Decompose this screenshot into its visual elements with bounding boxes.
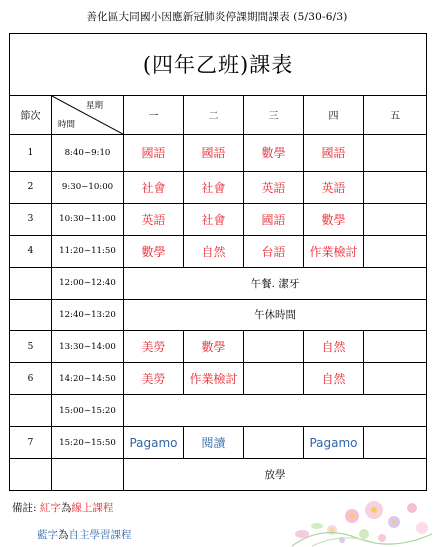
note-connector: 為 xyxy=(60,502,72,514)
subject-cell xyxy=(244,331,304,363)
time-range: 8:40~9:10 xyxy=(52,134,124,171)
time-range: 11:20~11:50 xyxy=(52,235,124,267)
table-row xyxy=(10,171,427,203)
activity-span xyxy=(124,395,427,427)
time-label: 時間 xyxy=(58,119,76,130)
day-header: 一 xyxy=(124,95,184,134)
subject-cell: 英語 xyxy=(244,171,304,203)
note-online-course: 線上課程 xyxy=(71,502,114,514)
subject-cell: 台語 xyxy=(244,235,304,267)
activity-span: 午休時間 xyxy=(124,299,427,331)
subject-cell xyxy=(364,203,427,235)
subject-cell: 數學 xyxy=(244,134,304,171)
table-row xyxy=(10,267,427,299)
subject-cell xyxy=(244,427,304,459)
note-label: 備註: xyxy=(12,502,37,514)
period-number: 3 xyxy=(10,203,52,235)
subject-cell: 自然 xyxy=(304,331,364,363)
subject-cell: 作業檢討 xyxy=(184,363,244,395)
activity-span: 午餐. 潔牙 xyxy=(124,267,427,299)
header-row xyxy=(10,95,427,134)
subject-cell xyxy=(364,134,427,171)
day-header: 四 xyxy=(304,95,364,134)
subject-cell xyxy=(364,235,427,267)
subject-cell: 國語 xyxy=(184,134,244,171)
table-row xyxy=(10,363,427,395)
subject-cell: 美勞 xyxy=(124,331,184,363)
period-number: 7 xyxy=(10,427,52,459)
subject-cell xyxy=(364,363,427,395)
table-row xyxy=(10,203,427,235)
subject-cell xyxy=(364,331,427,363)
time-range: 15:20~15:50 xyxy=(52,427,124,459)
timetable xyxy=(9,33,427,491)
subject-cell xyxy=(364,171,427,203)
subject-cell: 作業檢討 xyxy=(304,235,364,267)
period-number xyxy=(10,299,52,331)
subject-cell: 自然 xyxy=(304,363,364,395)
subject-cell: 自然 xyxy=(184,235,244,267)
time-range: 13:30~14:00 xyxy=(52,331,124,363)
table-row xyxy=(10,427,427,459)
subject-cell: 社會 xyxy=(124,171,184,203)
period-number xyxy=(10,267,52,299)
period-number xyxy=(10,395,52,427)
time-range: 12:40~13:20 xyxy=(52,299,124,331)
table-row xyxy=(10,235,427,267)
time-range xyxy=(52,459,124,491)
subject-cell: 數學 xyxy=(124,235,184,267)
subject-cell: 數學 xyxy=(304,203,364,235)
subject-cell: 閱讀 xyxy=(184,427,244,459)
subject-cell: 英語 xyxy=(124,203,184,235)
note-red-word: 紅字 xyxy=(39,502,61,514)
flower-decoration-image xyxy=(282,494,434,547)
day-header: 五 xyxy=(364,95,427,134)
note-selfstudy-course: 自主學習課程 xyxy=(68,529,132,541)
table-row xyxy=(10,395,427,427)
note-blue-word: 藍字 xyxy=(37,529,58,541)
table-row xyxy=(10,331,427,363)
activity-span: 放學 xyxy=(124,459,427,491)
weekday-label: 星期 xyxy=(85,100,103,111)
time-range: 12:00~12:40 xyxy=(52,267,124,299)
time-range: 14:20~14:50 xyxy=(52,363,124,395)
time-range: 15:00~15:20 xyxy=(52,395,124,427)
note-line-selfstudy xyxy=(37,527,132,542)
time-range: 10:30~11:00 xyxy=(52,203,124,235)
subject-cell: 社會 xyxy=(184,203,244,235)
table-row xyxy=(10,299,427,331)
period-number: 2 xyxy=(10,171,52,203)
subject-cell: 國語 xyxy=(124,134,184,171)
subject-cell: 數學 xyxy=(184,331,244,363)
weekday-time-header xyxy=(52,95,124,134)
subject-cell: Pagamo xyxy=(124,427,184,459)
period-number: 6 xyxy=(10,363,52,395)
subject-cell: 國語 xyxy=(244,203,304,235)
subject-cell: 英語 xyxy=(304,171,364,203)
period-number: 1 xyxy=(10,134,52,171)
note-connector: 為 xyxy=(58,529,69,541)
period-number xyxy=(10,459,52,491)
period-header: 節次 xyxy=(10,95,52,134)
subject-cell: 社會 xyxy=(184,171,244,203)
subject-cell: 美勞 xyxy=(124,363,184,395)
subject-cell xyxy=(364,427,427,459)
document-title: 善化區大同國小因應新冠肺炎停課期間課表 (5/30-6/3) xyxy=(86,11,348,23)
subject-cell: 國語 xyxy=(304,134,364,171)
table-row xyxy=(10,134,427,171)
day-header: 二 xyxy=(184,95,244,134)
period-number: 4 xyxy=(10,235,52,267)
day-header: 三 xyxy=(244,95,304,134)
table-row xyxy=(10,459,427,491)
period-number: 5 xyxy=(10,331,52,363)
subject-cell: Pagamo xyxy=(304,427,364,459)
time-range: 9:30~10:00 xyxy=(52,171,124,203)
subject-cell xyxy=(244,363,304,395)
note-line-online xyxy=(12,500,113,515)
timetable-title: (四年乙班)課表 xyxy=(10,34,427,96)
